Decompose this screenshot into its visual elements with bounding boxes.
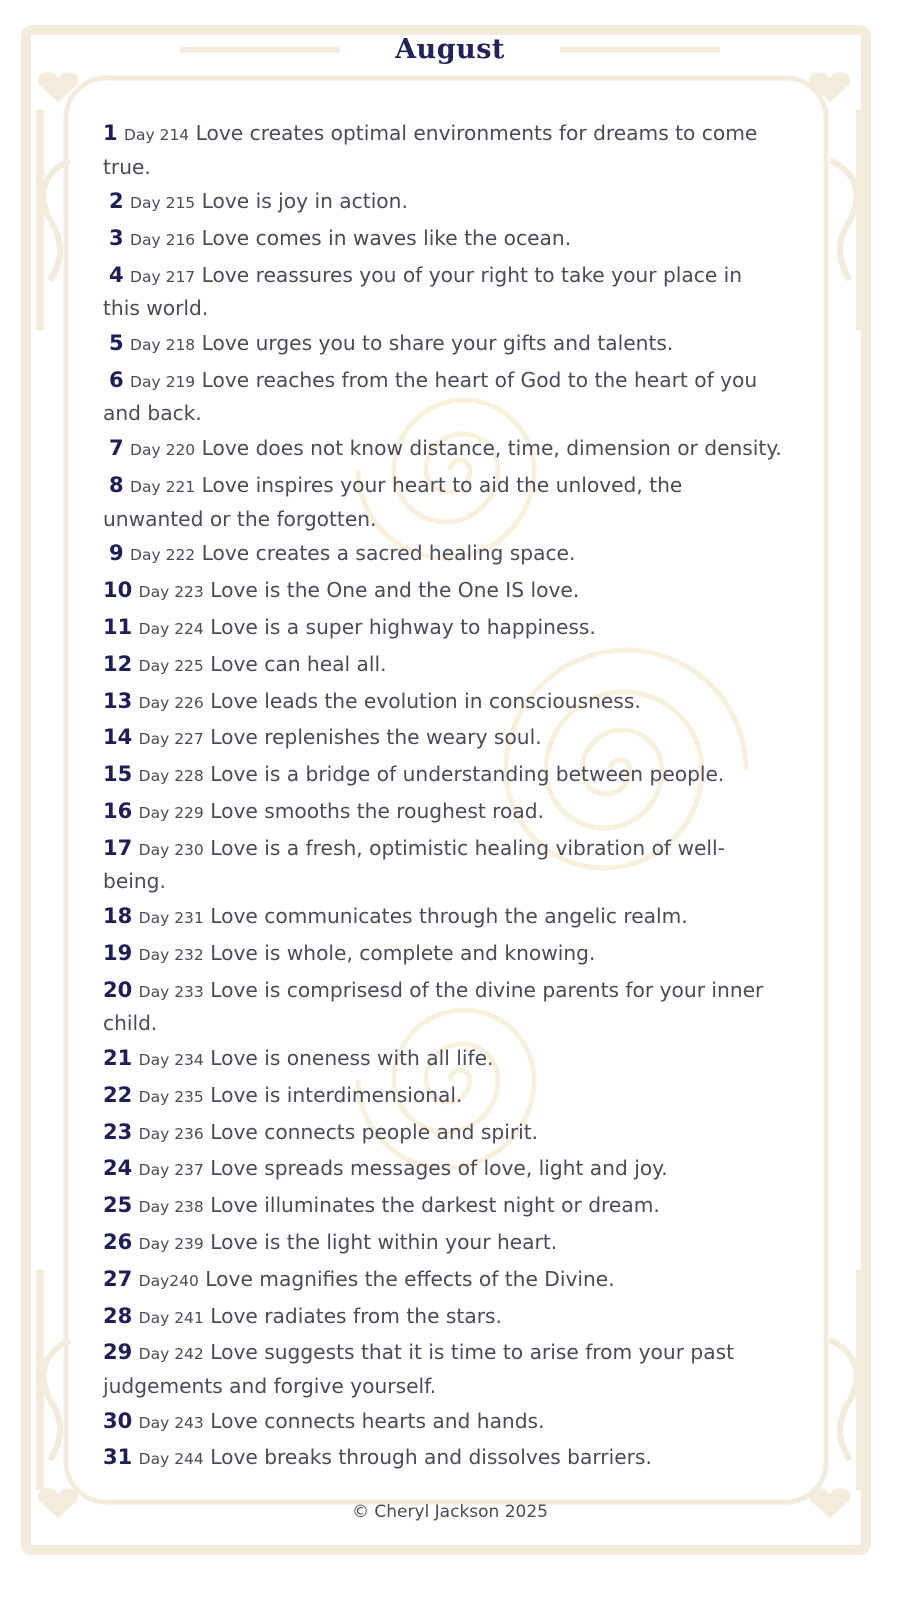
daily-entry bbox=[103, 575, 783, 609]
daily-entry bbox=[103, 796, 783, 830]
entry-day-of-year: Day 237 bbox=[138, 1161, 204, 1180]
entry-message: Love smooths the roughest road. bbox=[210, 798, 544, 823]
daily-entry bbox=[103, 612, 783, 646]
daily-entry bbox=[103, 118, 783, 183]
daily-entry bbox=[103, 1153, 783, 1187]
entry-message: Love illuminates the darkest night or dream. bbox=[210, 1193, 660, 1218]
entry-day-of-year: Day 218 bbox=[130, 336, 196, 355]
entry-date-number: 9 bbox=[109, 541, 124, 566]
daily-entry bbox=[103, 1406, 783, 1440]
daily-entry bbox=[103, 365, 783, 430]
entry-date-number: 30 bbox=[103, 1408, 133, 1433]
entry-date-number: 5 bbox=[109, 331, 124, 356]
entry-message: Love is oneness with all life. bbox=[210, 1045, 494, 1070]
entry-date-number: 16 bbox=[103, 798, 133, 823]
entry-day-of-year: Day 224 bbox=[138, 619, 204, 638]
daily-entry bbox=[103, 686, 783, 720]
entry-day-of-year: Day 229 bbox=[138, 803, 204, 822]
entry-day-of-year: Day 242 bbox=[138, 1345, 204, 1364]
entry-date-number: 27 bbox=[103, 1266, 133, 1291]
entry-message: Love inspires your heart to aid the unloved, the unwanted or the forgotten. bbox=[103, 473, 683, 531]
daily-entry bbox=[103, 1264, 783, 1298]
entry-day-of-year: Day 231 bbox=[138, 909, 204, 928]
daily-entry bbox=[103, 1337, 783, 1402]
daily-entry bbox=[103, 901, 783, 935]
daily-entry bbox=[103, 538, 783, 572]
entry-date-number: 24 bbox=[103, 1156, 133, 1181]
entry-date-number: 23 bbox=[103, 1119, 133, 1144]
entry-day-of-year: Day 220 bbox=[130, 441, 196, 460]
entry-day-of-year: Day 239 bbox=[138, 1234, 204, 1253]
entry-day-of-year: Day 236 bbox=[138, 1124, 204, 1143]
entry-day-of-year: Day 215 bbox=[130, 194, 196, 213]
entry-day-of-year: Day 238 bbox=[138, 1198, 204, 1217]
entry-day-of-year: Day 234 bbox=[138, 1050, 204, 1069]
entry-message: Love is comprisesd of the divine parents for your inner child. bbox=[103, 977, 764, 1036]
entry-message: Love connects hearts and hands. bbox=[210, 1408, 545, 1433]
entry-message: Love creates optimal environments for dreams to come true. bbox=[103, 121, 758, 179]
entry-date-number: 13 bbox=[103, 688, 133, 713]
entry-message: Love is the One and the One IS love. bbox=[210, 578, 580, 603]
daily-entry bbox=[103, 1301, 783, 1335]
entry-day-of-year: Day 225 bbox=[138, 656, 204, 675]
daily-entry bbox=[103, 833, 783, 898]
entry-message: Love creates a sacred healing space. bbox=[201, 541, 576, 566]
entry-message: Love communicates through the angelic realm. bbox=[210, 904, 688, 929]
entry-message: Love reassures you of your right to take your place in this world. bbox=[103, 262, 743, 321]
daily-entry bbox=[103, 1043, 783, 1077]
entry-date-number: 29 bbox=[103, 1340, 133, 1365]
entry-date-number: 15 bbox=[103, 762, 133, 787]
entry-day-of-year: Day240 bbox=[138, 1271, 199, 1290]
daily-entry bbox=[103, 433, 783, 467]
entry-message: Love reaches from the heart of God to the heart of you and back. bbox=[103, 367, 758, 426]
entry-date-number: 3 bbox=[109, 226, 124, 251]
entry-message: Love is a fresh, optimistic healing vibration of well-being. bbox=[103, 835, 725, 894]
entry-day-of-year: Day 232 bbox=[138, 945, 204, 964]
entry-day-of-year: Day 214 bbox=[124, 126, 190, 144]
entry-message: Love connects people and spirit. bbox=[210, 1119, 539, 1144]
entry-date-number: 18 bbox=[103, 904, 133, 929]
entry-date-number: 2 bbox=[109, 189, 124, 214]
entry-message: Love radiates from the stars. bbox=[210, 1303, 502, 1328]
entry-message: Love is joy in action. bbox=[201, 189, 408, 214]
entry-date-number: 20 bbox=[103, 977, 133, 1002]
entry-message: Love does not know distance, time, dimension or density. bbox=[201, 436, 782, 461]
entry-day-of-year: Day 223 bbox=[138, 583, 204, 602]
daily-entry bbox=[103, 722, 783, 756]
daily-entries-list bbox=[103, 118, 783, 1479]
entry-day-of-year: Day 216 bbox=[130, 231, 196, 250]
entry-date-number: 26 bbox=[103, 1229, 133, 1254]
entry-message: Love urges you to share your gifts and talents. bbox=[201, 331, 674, 356]
entry-day-of-year: Day 230 bbox=[138, 840, 204, 859]
entry-day-of-year: Day 244 bbox=[138, 1450, 204, 1469]
daily-entry bbox=[103, 223, 783, 257]
entry-date-number: 21 bbox=[103, 1045, 133, 1070]
entry-message: Love replenishes the weary soul. bbox=[210, 725, 542, 750]
entry-day-of-year: Day 219 bbox=[130, 372, 196, 391]
entry-message: Love is whole, complete and knowing. bbox=[210, 940, 596, 965]
entry-day-of-year: Day 221 bbox=[130, 478, 196, 497]
entry-message: Love breaks through and dissolves barriers. bbox=[210, 1445, 652, 1470]
entry-message: Love suggests that it is time to arise from your past judgements and forgive yourself. bbox=[103, 1340, 735, 1398]
daily-entry bbox=[103, 938, 783, 972]
daily-entry bbox=[103, 328, 783, 362]
entry-date-number: 22 bbox=[103, 1082, 133, 1107]
daily-entry bbox=[103, 186, 783, 220]
entry-date-number: 28 bbox=[103, 1303, 133, 1328]
entry-date-number: 7 bbox=[109, 436, 124, 461]
entry-date-number: 6 bbox=[109, 367, 124, 392]
entry-day-of-year: Day 217 bbox=[130, 267, 196, 286]
entry-message: Love comes in waves like the ocean. bbox=[201, 226, 572, 251]
entry-message: Love spreads messages of love, light and joy. bbox=[210, 1156, 668, 1181]
daily-entry bbox=[103, 1080, 783, 1114]
page-title: August bbox=[395, 34, 505, 65]
entry-date-number: 1 bbox=[103, 121, 118, 145]
copyright-footer: © Cheryl Jackson 2025 bbox=[351, 1502, 548, 1522]
entry-day-of-year: Day 222 bbox=[130, 546, 196, 565]
daily-entry bbox=[103, 1442, 783, 1476]
entry-day-of-year: Day 233 bbox=[138, 982, 204, 1001]
daily-entry bbox=[103, 975, 783, 1040]
entry-date-number: 10 bbox=[103, 578, 133, 603]
entry-date-number: 31 bbox=[103, 1445, 133, 1470]
entry-message: Love is a super highway to happiness. bbox=[210, 614, 596, 639]
daily-entry bbox=[103, 470, 783, 535]
daily-entry bbox=[103, 1117, 783, 1151]
entry-message: Love can heal all. bbox=[210, 651, 387, 676]
entry-day-of-year: Day 235 bbox=[138, 1087, 204, 1106]
entry-day-of-year: Day 228 bbox=[138, 767, 204, 786]
entry-date-number: 4 bbox=[109, 262, 124, 287]
daily-entry bbox=[103, 1227, 783, 1261]
entry-date-number: 12 bbox=[103, 651, 133, 676]
entry-date-number: 11 bbox=[103, 614, 133, 639]
entry-day-of-year: Day 241 bbox=[138, 1308, 204, 1327]
daily-entry bbox=[103, 649, 783, 683]
entry-date-number: 17 bbox=[103, 835, 133, 860]
entry-day-of-year: Day 226 bbox=[138, 693, 204, 712]
daily-entry bbox=[103, 260, 783, 325]
entry-message: Love is the light within your heart. bbox=[210, 1229, 558, 1254]
entry-message: Love magnifies the effects of the Divine. bbox=[205, 1266, 615, 1291]
entry-message: Love is interdimensional. bbox=[210, 1082, 463, 1107]
entry-day-of-year: Day 243 bbox=[138, 1413, 204, 1432]
daily-entry bbox=[103, 759, 783, 793]
entry-date-number: 14 bbox=[103, 725, 133, 750]
entry-date-number: 8 bbox=[109, 473, 124, 498]
entry-day-of-year: Day 227 bbox=[138, 730, 204, 749]
entry-message: Love is a bridge of understanding between people. bbox=[210, 762, 725, 787]
entry-date-number: 19 bbox=[103, 940, 133, 965]
daily-entry bbox=[103, 1190, 783, 1224]
entry-date-number: 25 bbox=[103, 1193, 133, 1218]
entry-message: Love leads the evolution in consciousness. bbox=[210, 688, 641, 713]
